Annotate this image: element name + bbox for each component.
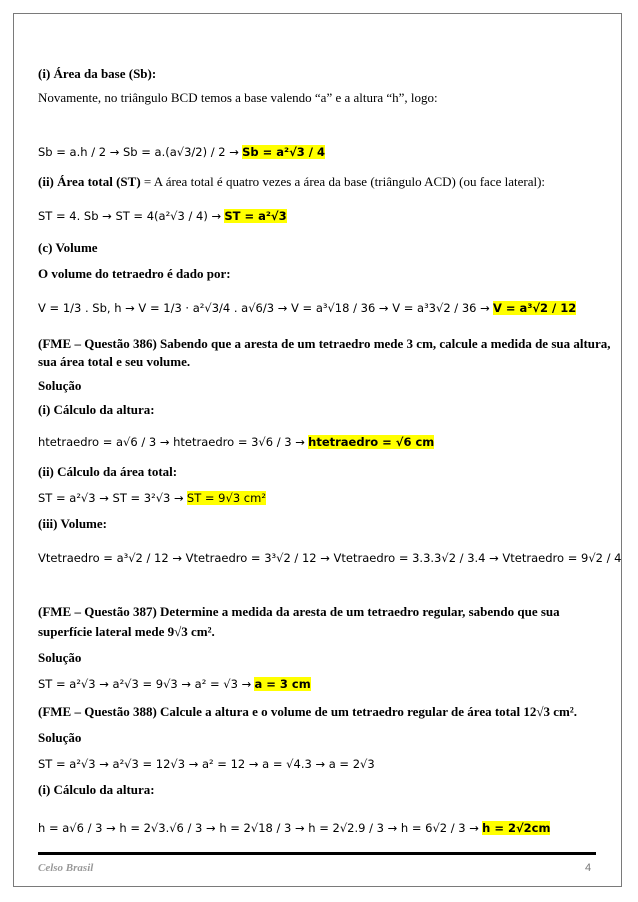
formula-volume: [38, 300, 576, 316]
formula-total-area: [38, 208, 287, 224]
page-number: 4: [585, 862, 592, 874]
heading-total-area-calc: (ii) Cálculo da área total:: [38, 464, 178, 479]
question-386-cont: sua área total e seu volume.: [38, 354, 191, 369]
formula-total-area-calc: [38, 490, 266, 506]
formula-volume-calc: Vtetraedro = a³√2 / 12 → Vtetraedro = 3³√2 / 12 → Vtetraedro = 3.3.3√2 / 3.4 → Vtetraedro = 9√2 / 4: [38, 551, 622, 565]
question-387-cont: superfície lateral mede 9√3 cm².: [38, 624, 215, 639]
highlighted-result: ST = a²√3: [224, 209, 287, 223]
formula-edge-388: ST = a²√3 → a²√3 = 12√3 → a² = 12 → a = √4.3 → a = 2√3: [38, 757, 375, 771]
footer-author: Celso Brasil: [38, 862, 94, 874]
solution-label: Solução: [38, 378, 82, 393]
formula-text: htetraedro = a√6 / 3 → htetraedro = 3√6 / 3 →: [38, 435, 305, 449]
question-386: (FME – Questão 386) Sabendo que a aresta de um tetraedro mede 3 cm, calcule a medida de sua altura,: [38, 336, 611, 351]
paragraph: = A área total é quatro vezes a área da base (triângulo ACD) (ou face lateral):: [140, 174, 546, 189]
heading-volume: (c) Volume: [38, 240, 98, 255]
solution-label: Solução: [38, 650, 82, 665]
paragraph: O volume do tetraedro é dado por:: [38, 266, 231, 281]
question-388: (FME – Questão 388) Calcule a altura e o volume de um tetraedro regular de área total 12√3 cm².: [38, 704, 578, 719]
heading-volume-calc: (iii) Volume:: [38, 516, 107, 531]
highlighted-result: V = a³√2 / 12: [493, 301, 577, 315]
formula-text: V = 1/3 . Sb, h → V = 1/3 · a²√3/4 . a√6/3 → V = a³√18 / 36 → V = a³3√2 / 36 →: [38, 301, 490, 315]
formula-text: ST = 4. Sb → ST = 4(a²√3 / 4) →: [38, 209, 222, 223]
formula-height: [38, 434, 434, 450]
formula-text: ST = a²√3 → a²√3 = 9√3 → a² = √3 →: [38, 677, 252, 691]
highlighted-result: h = 2√2cm: [482, 821, 551, 835]
formula-text: h = a√6 / 3 → h = 2√3.√6 / 3 → h = 2√18 / 3 → h = 2√2.9 / 3 → h = 6√2 / 3 →: [38, 821, 479, 835]
heading-height: (i) Cálculo da altura:: [38, 402, 155, 417]
highlighted-result: a = 3 cm: [254, 677, 311, 691]
heading-total-area: (ii) Área total (ST): [38, 174, 141, 189]
formula-text: ST = a²√3 → ST = 3²√3 →: [38, 491, 184, 505]
paragraph: Novamente, no triângulo BCD temos a base valendo “a” e a altura “h”, logo:: [38, 90, 438, 105]
footer-rule: [38, 852, 596, 855]
heading-base-area: (i) Área da base (Sb):: [38, 66, 157, 81]
highlighted-result: htetraedro = √6 cm: [308, 435, 435, 449]
highlighted-result: Sb = a²√3 / 4: [242, 145, 325, 159]
formula-height-388: [38, 820, 550, 836]
formula-base-area: [38, 144, 325, 160]
heading-height-388: (i) Cálculo da altura:: [38, 782, 155, 797]
solution-label: Solução: [38, 730, 82, 745]
formula-text: Sb = a.h / 2 → Sb = a.(a√3/2) / 2 →: [38, 145, 239, 159]
question-387: (FME – Questão 387) Determine a medida da aresta de um tetraedro regular, sabendo que sua: [38, 604, 560, 619]
heading-total-area-line: [38, 174, 545, 190]
formula-edge: [38, 676, 311, 692]
highlighted-result: ST = 9√3 cm²: [186, 491, 266, 505]
